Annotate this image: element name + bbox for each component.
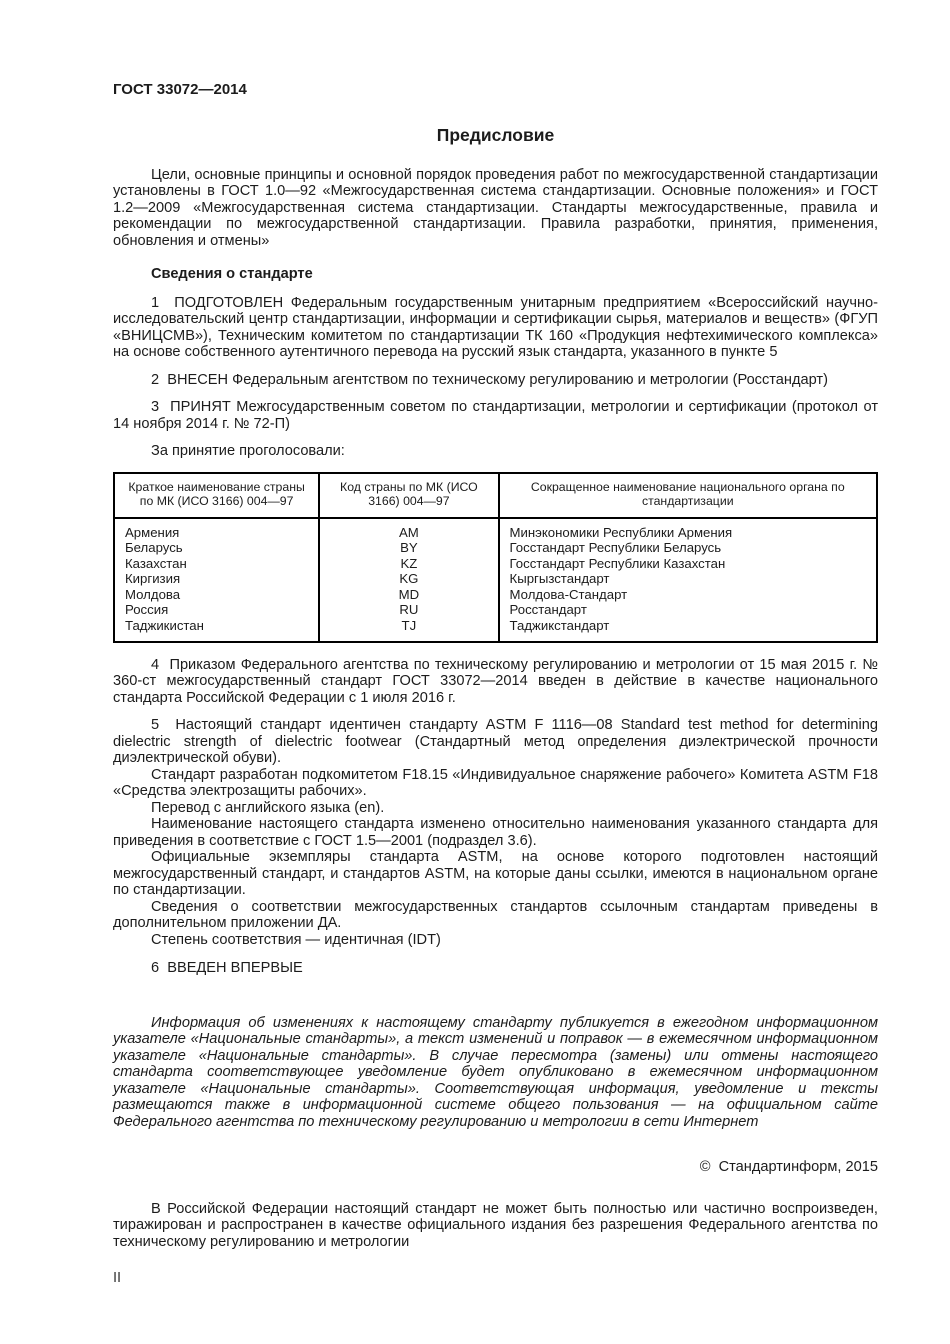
standard-info-item-5-official-copies: Официальные экземпляры стандарта ASTM, на основе которого подготовлен настоящий межгосударственный стандарт, и стандартов ASTM, на которые даны ссылки, имеются в национальном органе по стандартизации. xyxy=(113,849,878,899)
intro-paragraph: Цели, основные принципы и основной порядок проведения работ по межгосударственной стандартизации установлены в ГОСТ 1.0—92 «Межгосударственная система стандартизации. Основные положения» и ГОСТ 1.2—2009 «Межгосударственная система стандартизации. Стандарты межгосударственные, правила и рекомендации по межгосударственной стандартизации. Правила разработки, принятия, применения, обновления и отмены» xyxy=(113,166,878,249)
standard-info-item-5-renaming: Наименование настоящего стандарта изменено относительно наименования указанного стандарта для приведения в соответствие с ГОСТ 1.5—2001 (подраздел 3.6). xyxy=(113,816,878,849)
cell-country: Беларусь xyxy=(114,540,319,556)
vote-table-header-country: Краткое наименование страны по МК (ИСО 3166) 004—97 xyxy=(114,473,319,518)
cell-code: RU xyxy=(319,602,498,618)
cell-body: Госстандарт Республики Казахстан xyxy=(499,556,877,572)
standard-info-item-5-correspondence: Сведения о соответствии межгосударственных стандартов ссылочным стандартам приведены в дополнительном приложении ДА. xyxy=(113,898,878,932)
standard-info-item-6: 6 ВВЕДЕН ВПЕРВЫЕ xyxy=(151,960,303,977)
cell-country: Таджикистан xyxy=(114,618,319,642)
table-row xyxy=(114,571,877,587)
cell-code: KZ xyxy=(319,556,498,572)
vote-table-header-body: Сокращенное наименование национального органа по стандартизации xyxy=(499,473,877,518)
cell-body: Молдова-Стандарт xyxy=(499,587,877,603)
reproduction-restriction: В Российской Федерации настоящий стандарт не может быть полностью или частично воспроизведен, тиражирован и распространен в качестве официального издания без разрешения Федерального агентства по техническому регулированию и метрологии xyxy=(113,1200,878,1250)
standard-info-item-2: 2 ВНЕСЕН Федеральным агентством по техническому регулированию и метрологии (Росстандарт) xyxy=(151,371,828,388)
cell-code: MD xyxy=(319,587,498,603)
cell-code: KG xyxy=(319,571,498,587)
cell-code: BY xyxy=(319,540,498,556)
cell-body: Госстандарт Республики Беларусь xyxy=(499,540,877,556)
standard-info-heading: Сведения о стандарте xyxy=(151,266,313,282)
cell-code: AM xyxy=(319,518,498,541)
page-number: II xyxy=(113,1270,122,1287)
amendments-notice: Информация об изменениях к настоящему стандарту публикуется в ежегодном информационном указателе «Национальные стандарты», а текст изменений и поправок — в ежемесячном информационном указателе «Национальные стандарты». В случае пересмотра (замены) или отмены настоящего стандарта соответствующее уведомление будет опубликовано в ежемесячном информационном указателе «Национальные стандарты». Соответствующая информация, уведомление и тексты размещаются также в информационной системе общего пользования — на официальном сайте Федерального агентства по техническому регулированию и метрологии в сети Интернет xyxy=(113,1014,878,1130)
standard-info-item-1: 1 ПОДГОТОВЛЕН Федеральным государственным унитарным предприятием «Всероссийский научно-исследовательский центр стандартизации, информации и сертификации сырья, материалов и веществ» (ФГУП «ВНИЦСМВ»), Техническим комитетом по стандартизации ТК 160 «Продукция нефтехимического комплекса» на основе собственного аутентичного перевода на русский язык стандарта, указанного в пункте 5 xyxy=(113,294,878,360)
cell-code: TJ xyxy=(319,618,498,642)
cell-country: Армения xyxy=(114,518,319,541)
vote-lead: За принятие проголосовали: xyxy=(151,443,345,459)
standard-info-item-5-translation: Перевод с английского языка (en). xyxy=(151,799,385,816)
table-row xyxy=(114,587,877,603)
table-row xyxy=(114,518,877,541)
cell-body: Минэкономики Республики Армения xyxy=(499,518,877,541)
cell-body: Таджикстандарт xyxy=(499,618,877,642)
cell-body: Кыргызстандарт xyxy=(499,571,877,587)
standard-info-item-3: 3 ПРИНЯТ Межгосударственным советом по стандартизации, метрологии и сертификации (протокол от 14 ноября 2014 г. № 72-П) xyxy=(113,399,878,432)
cell-country: Россия xyxy=(114,602,319,618)
standard-info-item-5-developer: Стандарт разработан подкомитетом F18.15 «Индивидуальное снаряжение рабочего» Комитета ASTM F18 «Средства электрозащиты рабочих». xyxy=(113,766,878,800)
vote-table-header-row xyxy=(114,473,877,518)
vote-table xyxy=(113,472,878,643)
cell-country: Киргизия xyxy=(114,571,319,587)
table-row xyxy=(114,556,877,572)
table-row xyxy=(114,602,877,618)
vote-table-header-code: Код страны по МК (ИСО 3166) 004—97 xyxy=(319,473,498,518)
page-title: Предисловие xyxy=(436,124,555,145)
cell-country: Молдова xyxy=(114,587,319,603)
table-row xyxy=(114,540,877,556)
document-code: ГОСТ 33072—2014 xyxy=(113,81,247,98)
standard-info-item-4: 4 Приказом Федерального агентства по техническому регулированию и метрологии от 15 мая 2015 г. № 360-ст межгосударственный стандарт ГОСТ 33072—2014 введен в действие в качестве национального стандарта Российской Федерации с 1 июля 2016 г. xyxy=(113,656,878,706)
table-row xyxy=(114,618,877,642)
copyright-line: © Стандартинформ, 2015 xyxy=(699,1159,878,1176)
standard-info-item-5-degree: Степень соответствия — идентичная (IDT) xyxy=(151,931,441,948)
cell-body: Росстандарт xyxy=(499,602,877,618)
cell-country: Казахстан xyxy=(114,556,319,572)
standard-info-item-5: 5 Настоящий стандарт идентичен стандарту ASTM F 1116—08 Standard test method for determining dielectric strength of dielectric footwear (Стандартный метод определения диэлектрической прочности диэлектрической обуви). xyxy=(113,717,878,767)
